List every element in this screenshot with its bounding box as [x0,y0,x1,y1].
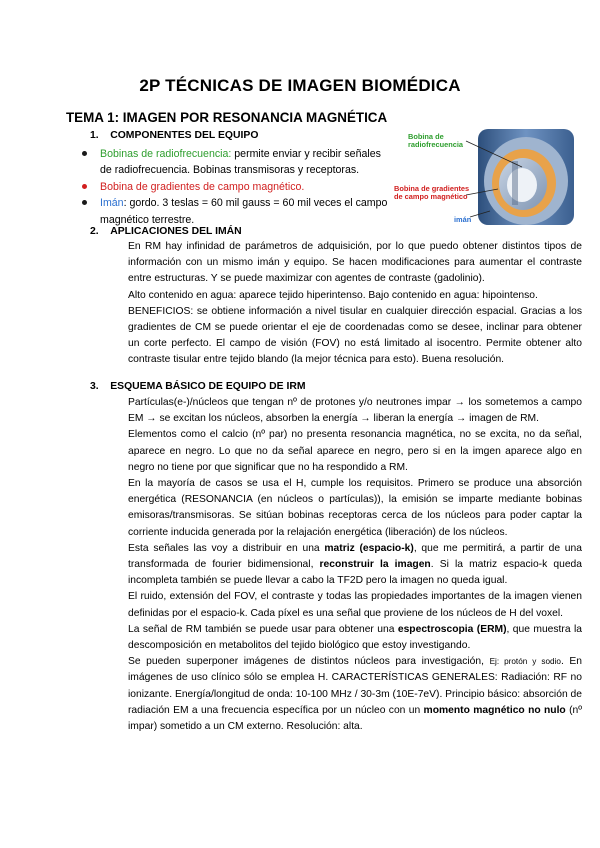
paragraph: El ruido, extensión del FOV, el contraste y todas las propiedades importantes de la imagen vienen definidas por el espacio-k. Cada píxel es una señal que proviene de los núcleos de H del voxel. [128,591,582,619]
text-run: , que me permitirá, a partir de una transformada de fourier bidimensional, [128,542,582,571]
list-item [82,146,394,179]
text-run: . Si la matriz espacio-k queda incompleta también se puede llevar a cabo la TF2D pero la imagen no queda igual. [128,559,582,587]
figure-label-gradient: Bobina de gradientes de campo magnético [394,184,470,202]
paragraph: En la mayoría de casos se usa el H, cumple los requisitos. Primero se produce una absorción energética (RESONANCIA (en núcleos o partículas)), la emisión se imparte mediante bobinas emisoras/transmisoras. Se sitúan bobinas receptoras cerca de los núcleos para poder captar la corriente inducida generada por la relajación energética (liberación) de los núcleos. [128,478,582,538]
paragraph: Partículas(e-)/núcleos que tengan nº de protones y/o neutrones impar → los sometemos a campo EM → se excitan los núcleos, absorben la energía → liberan la energía → imagen de RM. [128,397,582,425]
bold-term: momento magnético no nulo [423,704,566,716]
bullet-dot-icon [82,200,87,205]
list-item [82,195,394,228]
paragraph [128,654,582,735]
figure-label-iman: imán [454,215,472,224]
paragraph: Elementos como el calcio (nº par) no presenta resonancia magnética, no se excita, no da señal, aparece en negro. Lo que no da señal aparece en negro, pero si en la imgen aparece algo en negro no tiene por que significar que no ha respondido a RM. [128,429,582,473]
mri-scanner-figure [394,127,576,227]
list-item-term: Bobina de gradientes de campo magnético. [100,180,305,193]
text-run: Se pueden superponer imágenes de distintos núcleos para investigación, [128,656,490,668]
bullet-dot-icon [82,151,87,156]
bullet-dot-icon [82,184,87,189]
list-item-text: : gordo. 3 teslas = 60 mil gauss = 60 mil veces el campo magnético terrestre. [100,197,388,226]
section-heading-aplicaciones: 2. APLICACIONES DEL IMÁN [90,226,242,237]
bold-term: reconstruir la imagen [319,559,431,571]
page-title: 2P TÉCNICAS DE IMAGEN BIOMÉDICA [139,76,461,95]
list-item-text: permite enviar y recibir señales de radiofrecuencia. Bobinas transmisoras y receptoras. [100,148,381,177]
esquema-text [128,395,582,735]
text-run: Esta señales las voy a distribuir en una [128,542,325,554]
text-run: . En imágenes de uso clínico sólo se emplea H. CARACTERÍSTICAS GENERALES: Radiación: RF no ionizante. Energía/longitud de onda: 10-100 MHz / 30-3m (10E-7eV). Principio básico: absorción de radiación EM a una frecuencia específica por un núcleo con un [128,656,582,716]
bold-term: espectroscopia (ERM) [397,623,507,635]
list-item [82,179,394,195]
text-run: La señal de RM también se puede usar para obtener una [128,623,398,635]
list-item-term: Bobinas de radiofrecuencia: [100,148,232,160]
tema-heading: TEMA 1: IMAGEN POR RESONANCIA MAGNÉTICA [66,110,388,125]
section-heading-componentes: 1. COMPONENTES DEL EQUIPO [90,130,259,141]
paragraph [128,622,582,654]
text-run: , que muestra la descomposición en metabolitos del tejido biológico que estoy investigando. [128,623,582,652]
paragraph: BENEFICIOS: se obtiene información a nivel tisular en cualquier dirección espacial. Gracias a los gradientes de CM se puede orientar el eje de coordenadas como se desee, inclinar para obtener un corte perfecto. El campo de visión (FOV) no está limitado al isocentro. Permite obtener alto contraste tisular entre tejido blando (la mejor técnica para esto). Buena resolución. [128,305,582,366]
paragraph: En RM hay infinidad de parámetros de adquisición, por lo que puedo obtener distintos tipos de información con un mismo imán y equipo. Se hacen modificaciones para aumentar el contraste entre estructuras. Y se puede maximizar con agentes de contraste (gadolinio). [128,241,582,285]
list-item-term: Imán [100,197,124,210]
coil-segment [512,161,518,205]
paragraph [128,541,582,590]
component-list [82,146,394,228]
paragraph: Alto contenido en agua: aparece tejido hiperintenso. Bajo contenido en agua: hipointenso. [128,289,538,301]
figure-label-rf: Bobina de radiofrecuencia [408,132,464,150]
bold-term: matriz (espacio-k) [324,542,414,554]
section-heading-esquema: 3. ESQUEMA BÁSICO DE EQUIPO DE IRM [90,381,306,392]
aplicaciones-text [128,239,582,369]
bore-opening [507,168,537,202]
text-run: (nº impar) sometido a un CM externo. Resolución: alta. [128,704,582,733]
example-note: Ej: protón y sodio [489,657,561,667]
